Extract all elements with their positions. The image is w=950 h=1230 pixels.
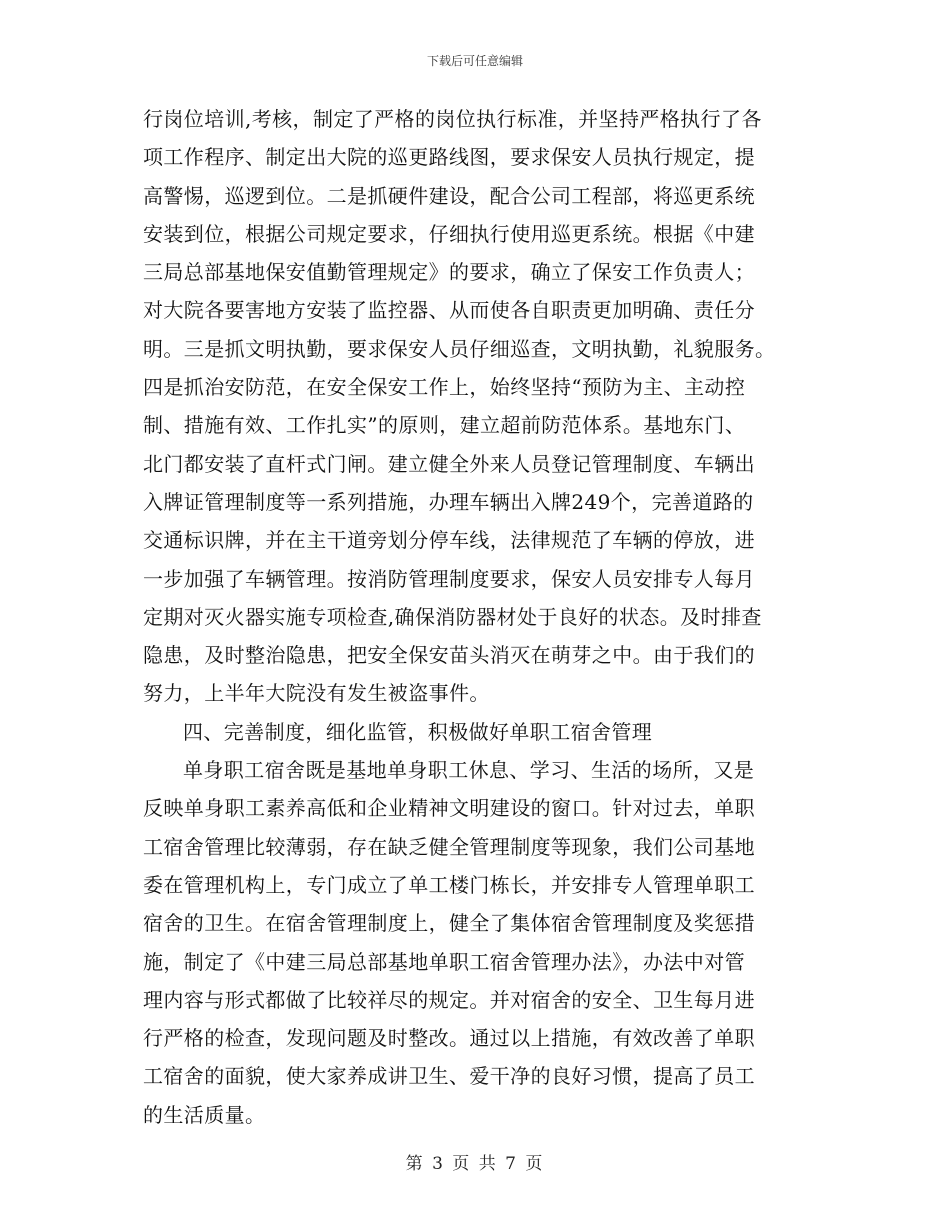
page-header: 下载后可任意编辑 [426,54,523,68]
text-line: 对大院各要害地方安装了监控器、从而使各自职责更加明确、责任分 [143,298,755,323]
text-line: 理内容与形式都做了比较祥尽的规定。并对宿舍的安全、卫生每月进 [143,987,755,1012]
text-line: 工宿舍的面貌，使大家养成讲卫生、爱干净的良好习惯，提高了员工 [143,1064,755,1089]
text-line: 行岗位培训,考核，制定了严格的岗位执行标准，并坚持严格执行了各 [143,107,762,131]
text-line: 施，制定了《中建三局总部基地单职工宿舍管理办法》，办法中对管 [143,949,745,974]
text-line: 反映单身职工素养高低和企业精神文明建设的窗口。针对过去，单职 [143,796,755,821]
text-line: 三局总部基地保安值勤管理规定》的要求，确立了保安工作负责人； [143,260,755,285]
text-line: 高警惕，巡逻到位。二是抓硬件建设，配合公司工程部，将巡更系统 [143,183,755,208]
text-line: 委在管理机构上，专门成立了单工楼门栋长，并安排专人管理单职工 [143,872,755,897]
text-line: 一步加强了车辆管理。按消防管理制度要求，保安人员安排专人每月 [143,566,755,591]
page-number-footer: 第 3 页 共 7 页 [405,1154,545,1174]
section-heading: 四、完善制度，细化监管，积极做好单职工宿舍管理 [183,719,653,744]
text-line: 四是抓治安防范，在安全保安工作上，始终坚持“预防为主、主动控 [143,375,746,400]
text-line: 明。三是抓文明执勤，要求保安人员仔细巡查，文明执勤，礼貌服务。 [143,336,776,361]
text-line: 制、措施有效、工作扎实”的原则，建立超前防范体系。基地东门、 [143,413,746,438]
text-line: 宿舍的卫生。在宿舍管理制度上，健全了集体宿舍管理制度及奖惩措 [143,911,755,936]
text-line: 安装到位，根据公司规定要求，仔细执行使用巡更系统。根据《中建 [143,221,755,246]
text-line: 隐患，及时整治隐患，把安全保安苗头消灭在萌芽之中。由于我们的 [143,643,755,668]
paragraph-first-line: 单身职工宿舍既是基地单身职工休息、学习、生活的场所，又是 [183,758,755,783]
text-line: 行严格的检查，发现问题及时整改。通过以上措施，有效改善了单职 [143,1026,755,1051]
text-line: 交通标识牌，并在主干道旁划分停车线，法律规范了车辆的停放，进 [143,528,755,553]
text-line: 入牌证管理制度等一系列措施，办理车辆出入牌249个，完善道路的 [143,489,754,514]
document-body [143,100,813,1134]
text-line: 定期对灭火器实施专项检查,确保消防器材处于良好的状态。及时排查 [143,604,762,629]
text-line: 工宿舍管理比较薄弱，存在缺乏健全管理制度等现象，我们公司基地 [143,834,755,859]
text-line: 的生活质量。 [143,1102,266,1127]
text-line: 北门都安装了直杆式门闸。建立健全外来人员登记管理制度、车辆出 [143,451,755,476]
text-line: 努力，上半年大院没有发生被盗事件。 [143,681,490,706]
text-line: 项工作程序、制定出大院的巡更路线图，要求保安人员执行规定，提 [143,145,755,170]
